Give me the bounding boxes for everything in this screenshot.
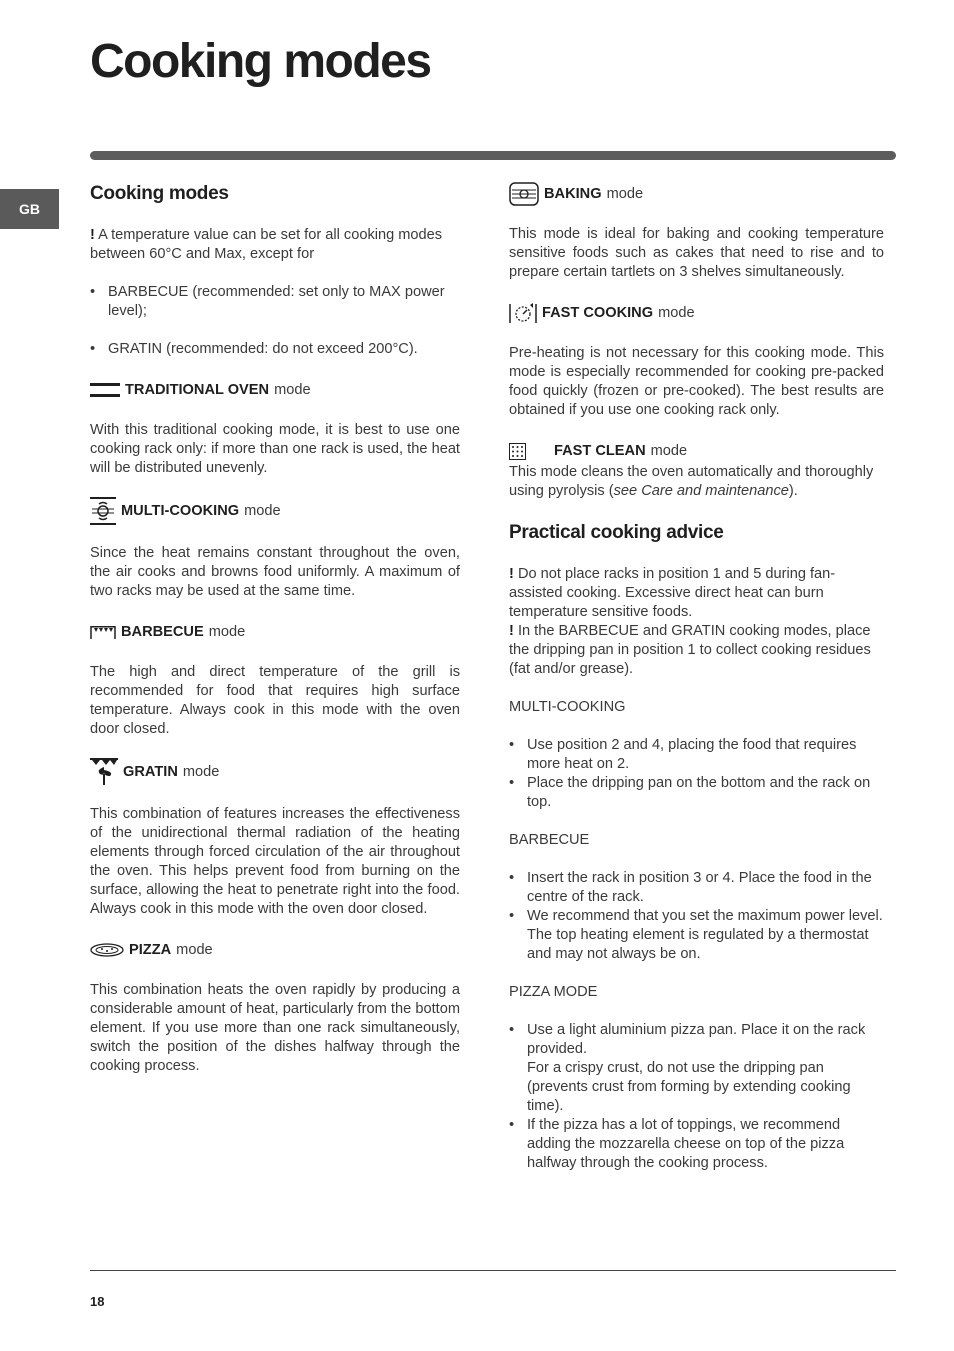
- footer-rule: [90, 1270, 896, 1271]
- list-item: • BARBECUE (recommended: set only to MAX power level);: [90, 283, 460, 321]
- mode-word: mode: [650, 442, 688, 459]
- list-item-text: • Use a light aluminium pizza pan. Place it on the rack provided.: [527, 1022, 866, 1057]
- list-item: • Use position 2 and 4, placing the food that requires more heat on 2.: [509, 736, 884, 774]
- list-item: [509, 1021, 884, 1116]
- warning-mark: !: [90, 227, 95, 243]
- advice-list-barbecue: [509, 869, 884, 964]
- page-title: Cooking modes: [90, 35, 431, 88]
- advice-list-pizza: [509, 1021, 884, 1173]
- mode-heading-traditional-oven: [90, 378, 460, 402]
- advice-note-2: [509, 622, 884, 679]
- section-heading-cooking-modes: Cooking modes: [90, 183, 229, 204]
- warning-mark: !: [509, 623, 514, 639]
- mode-word: mode: [176, 941, 213, 958]
- note-text: In the BARBECUE and GRATIN cooking modes, place the dripping pan in position 1 to collect cooking residues (fat and/or grease).: [509, 623, 871, 677]
- mode-description-baking: This mode is ideal for baking and cooking temperature sensitive foods such as cakes that need to rise and to prepare certain tartlets on 3 shelves simultaneously.: [509, 226, 884, 280]
- mode-word: mode: [658, 304, 695, 321]
- mode-name: BAKING: [544, 185, 602, 202]
- warning-mark: !: [509, 566, 514, 582]
- mode-heading-fast-clean: [509, 439, 884, 463]
- cross-reference: see Care and maintenance: [613, 483, 789, 499]
- advice-notes: [509, 565, 884, 679]
- text-segment: ).: [788, 483, 798, 499]
- header-rule: [90, 151, 896, 160]
- list-item: • Insert the rack in position 3 or 4. Place the food in the centre of the rack.: [509, 869, 884, 907]
- list-item: • We recommend that you set the maximum power level. The top heating element is regulated by a thermostat and may not always be on.: [509, 907, 884, 964]
- mode-heading-barbecue: [90, 620, 460, 644]
- mode-name: GRATIN: [123, 763, 178, 780]
- mode-heading-multi-cooking: [90, 497, 460, 525]
- mode-word: mode: [182, 763, 220, 780]
- intro-note: [90, 226, 460, 264]
- gratin-icon: [90, 758, 118, 786]
- language-tab: GB: [0, 189, 59, 229]
- note-text: Do not place racks in position 1 and 5 during fan-assisted cooking. Excessive direct heat can burn temperature sensitive foods.: [509, 566, 836, 620]
- fast-cooking-icon: [509, 302, 537, 324]
- baking-icon: [509, 182, 539, 206]
- list-item: • Place the dripping pan on the bottom and the rack on top.: [509, 774, 884, 812]
- advice-list-multi-cooking: [509, 736, 884, 812]
- advice-group-label: BARBECUE: [509, 832, 590, 848]
- mode-heading-pizza: [90, 938, 460, 962]
- section-heading-practical-advice: Practical cooking advice: [509, 522, 724, 543]
- mode-word: mode: [244, 502, 281, 519]
- barbecue-icon: [90, 624, 116, 640]
- exceptions-list: [90, 283, 460, 359]
- mode-name: TRADITIONAL OVEN: [125, 381, 270, 398]
- mode-heading-baking: [509, 182, 884, 206]
- mode-description-pizza: This combination heats the oven rapidly by producing a considerable amount of heat, particularly from the bottom element. If you use more than one rack simultaneously, switch the position of the dishes halfway through the cooking process.: [90, 982, 460, 1074]
- list-item: • GRATIN (recommended: do not exceed 200°C).: [90, 340, 460, 359]
- mode-name: BARBECUE: [121, 623, 204, 640]
- traditional-oven-icon: [90, 382, 120, 398]
- mode-description-fast-cooking: Pre-heating is not necessary for this cooking mode. This mode is especially recommended for cooking pre-packed food quickly (frozen or pre-cooked). The best results are obtained if you use one cooking rack only.: [509, 345, 884, 418]
- mode-description-gratin: This combination of features increases the effectiveness of the unidirectional thermal radiation of the heating elements through forced circulation of the air throughout the oven. This helps prevent food from burning on the surface, allowing the heat to penetrate right into the food. Always cook in this mode with the oven door closed.: [90, 806, 460, 917]
- advice-group-label: MULTI-COOKING: [509, 699, 626, 715]
- text-segment: This mode cleans the oven automatically and thoroughly using pyrolysis (: [509, 464, 874, 499]
- mode-name: PIZZA: [129, 941, 172, 958]
- mode-description-barbecue: The high and direct temperature of the grill is recommended for food that requires high surface temperature. Always cook in this mode with the oven door closed.: [90, 664, 460, 737]
- mode-name: MULTI-COOKING: [121, 502, 240, 519]
- mode-word: mode: [606, 185, 644, 202]
- right-column: [509, 182, 884, 1192]
- mode-name: FAST COOKING: [542, 304, 654, 321]
- pizza-icon: [90, 943, 124, 957]
- mode-name: FAST CLEAN: [554, 442, 646, 459]
- left-column: [90, 182, 460, 1095]
- multi-cooking-icon: [90, 497, 116, 525]
- page-number: 18: [90, 1294, 105, 1309]
- list-item-text: For a crispy crust, do not use the dripping pan (prevents crust from forming by extending cooking time).: [527, 1060, 851, 1114]
- mode-description-fast-clean: [509, 463, 884, 501]
- advice-group-label: PIZZA MODE: [509, 984, 598, 1000]
- advice-note-1: [509, 565, 884, 622]
- mode-heading-fast-cooking: [509, 301, 884, 325]
- mode-word: mode: [208, 623, 246, 640]
- list-item: • If the pizza has a lot of toppings, we recommend adding the mozzarella cheese on top of the pizza halfway through the cooking process.: [509, 1116, 884, 1173]
- mode-heading-gratin: [90, 758, 460, 786]
- intro-text: A temperature value can be set for all cooking modes between 60°C and Max, except for: [90, 227, 443, 262]
- mode-word: mode: [274, 381, 311, 398]
- mode-description-traditional-oven: With this traditional cooking mode, it is best to use one cooking rack only: if more than one rack is used, the heat will be distributed unevenly.: [90, 422, 460, 476]
- mode-description-multi-cooking: Since the heat remains constant throughout the oven, the air cooks and browns food uniformly. A maximum of two racks may be used at the same time.: [90, 545, 460, 599]
- fast-clean-icon: [509, 443, 526, 460]
